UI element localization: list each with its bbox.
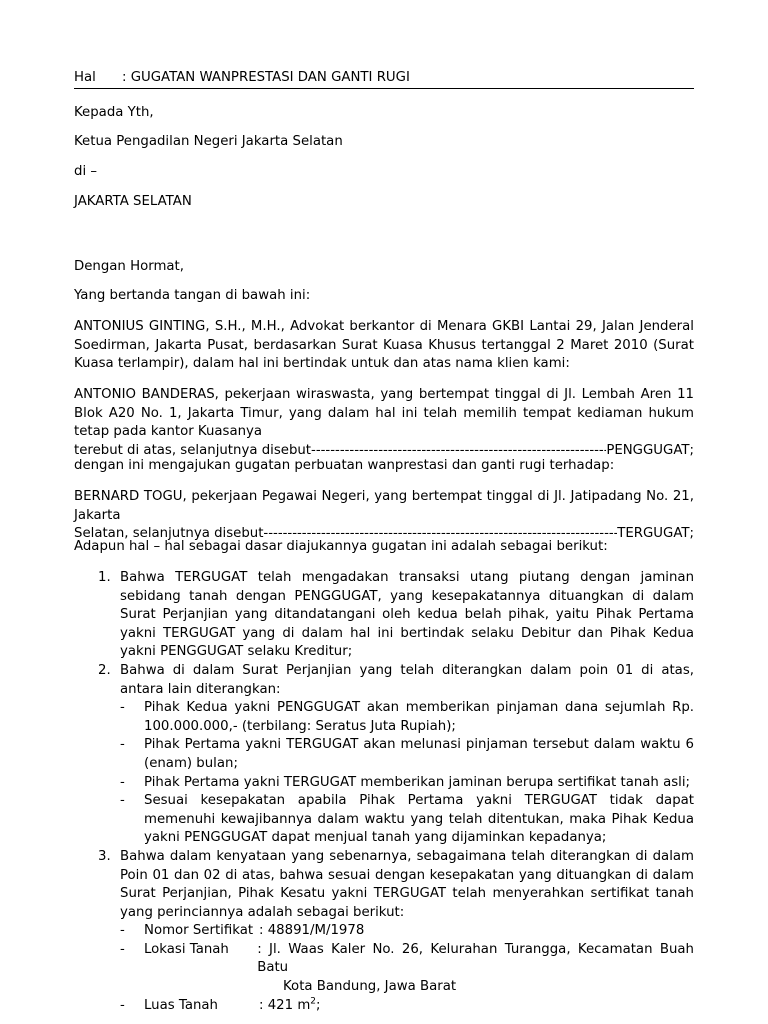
plaintiff-paragraph [74,386,694,460]
sub-item [120,774,694,793]
list-item [74,569,694,662]
greeting: Kepada Yth, [74,105,154,120]
plaintiff-text: ANTONIO BANDERAS, pekerjaan wiraswasta, yang bertempat tinggal di Jl. Lembah Aren 11 Blok A20 No. 1, Jakarta Timur, yang dalam hal ini telah memilih tempat kediaman hukum tetap pada kantor Kuasanya [74,387,694,440]
sub-item-text: Sesuai kesepakatan apabila Pihak Pertama yakni TERGUGAT tidak dapat memenuhi kewajibannya dalam waktu yang telah ditentukan, maka Pihak Kedua yakni PENGGUGAT dapat menjual tanah yang dijaminkan kepadanya; [144,793,694,846]
defendant-last-line: Selatan, selanjutnya disebut [74,526,264,542]
certificate-details [120,922,694,1015]
sub-item [120,997,694,1016]
land-area-value [259,997,694,1016]
certificate-number-row [144,922,694,941]
sub-item-text: Pihak Pertama yakni TERGUGAT akan melunasi pinjaman tersebut dalam waktu 6 (enam) bulan; [144,737,694,771]
sub-item [120,699,694,736]
grounds-intro: Adapun hal – hal sebagai dasar diajukannya gugatan ini adalah sebagai berikut: [74,539,608,554]
list-item [74,662,694,848]
bullet-dash: - [120,737,125,753]
defendant-text: BERNARD TOGU, pekerjaan Pegawai Negeri, yang bertempat tinggal di Jl. Jatipadang No. 21, Jakarta [74,489,694,523]
item-text: Bahwa TERGUGAT telah mengadakan transaksi utang piutang dengan jaminan sebidang tanah dengan PENGGUGAT, yang kesepakatannya dituangkan di dalam Surat Perjanjian yang ditandatangani oleh kedua belah pihak, yaitu Pihak Pertama yakni TERGUGAT yang di dalam hal ini bertindak selaku Debitur dan Pihak Kedua yakni PENGGUGAT selaku Kreditur; [120,570,694,660]
city: JAKARTA SELATAN [74,194,192,209]
land-area-row [144,997,694,1016]
di-line: di – [74,164,98,179]
plaintiff-last-line: terebut di atas, selanjutnya disebut [74,442,312,458]
plaintiff-role: PENGGUGAT; [606,442,694,458]
bullet-dash: - [120,941,125,957]
certificate-number-label: Nomor Sertifikat [144,923,254,939]
defendant-role: TERGUGAT; [617,526,694,542]
land-location-continuation: Kota Bandung, Jawa Barat [283,979,457,995]
certificate-number-value: : 48891/M/1978 [259,923,365,939]
sub-item [120,736,694,773]
sub-item-text: Pihak Pertama yakni TERGUGAT memberikan jaminan berupa sertifikat tanah asli; [144,774,691,790]
land-area-label: Luas Tanah [144,997,218,1013]
signer-intro: Yang bertanda tangan di bawah ini: [74,288,311,303]
court-name: Ketua Pengadilan Negeri Jakarta Selatan [74,134,343,149]
land-area-number: : 421 m [259,997,311,1013]
item-number: 1. [98,570,111,585]
opening-salutation: Dengan Hormat, [74,259,184,274]
land-location-label: Lokasi Tanah [144,941,229,957]
land-area-unit-exponent: 2 [310,996,317,1007]
sub-item-text: Pihak Kedua yakni PENGGUGAT akan memberikan pinjaman dana sejumlah Rp. 100.000.000,- (terbilang: Seratus Juta Rupiah); [144,700,694,734]
land-location-value: : Jl. Waas Kaler No. 26, Kelurahan Turangga, Kecamatan Buah Batu [257,941,694,976]
bullet-dash: - [120,700,125,716]
item-text: Bahwa dalam kenyataan yang sebenarnya, sebagaimana telah diterangkan di dalam Poin 01 dan 02 di atas, bahwa sesuai dengan kesepakatan yang dituangkan di dalam Surat Perjanjian, Pihak Kesatu yakni TERGUGAT telah menyerahkan sertifikat tanah yang perinciannya adalah sebagai berikut: [120,848,694,920]
advocate-paragraph: ANTONIUS GINTING, S.H., M.H., Advokat berkantor di Menara GKBI Lantai 29, Jalan Jenderal Soedirman, Jakarta Pusat, berdasarkan Surat Kuasa Khusus tertanggal 2 Maret 2010 (Surat Kuasa terlampir), dalam hal ini bertindak untuk dan atas nama klien kami: [74,319,694,372]
against-line: dengan ini mengajukan gugatan perbuatan wanprestasi dan ganti rugi terhadap: [74,458,615,473]
subject-value: : GUGATAN WANPRESTASI DAN GANTI RUGI [122,70,410,85]
agreement-terms [120,699,694,848]
bullet-dash: - [120,997,125,1013]
subject-line [74,69,694,89]
sub-item [120,941,694,997]
defendant-paragraph [74,488,694,544]
bullet-dash: - [120,774,125,790]
sub-item [120,922,694,941]
sub-item [120,792,694,848]
bullet-dash: - [120,923,125,939]
bullet-dash: - [120,793,125,809]
item-number: 3. [98,848,111,864]
item-text: Bahwa di dalam Surat Perjanjian yang telah diterangkan dalam poin 01 di atas, antara lain diterangkan: [120,662,694,697]
land-area-terminator: ; [316,997,321,1013]
land-location-row [144,941,694,978]
subject-label: Hal [74,70,96,85]
item-number: 2. [98,662,111,678]
list-item [74,848,694,1015]
grounds-list [74,569,694,1015]
